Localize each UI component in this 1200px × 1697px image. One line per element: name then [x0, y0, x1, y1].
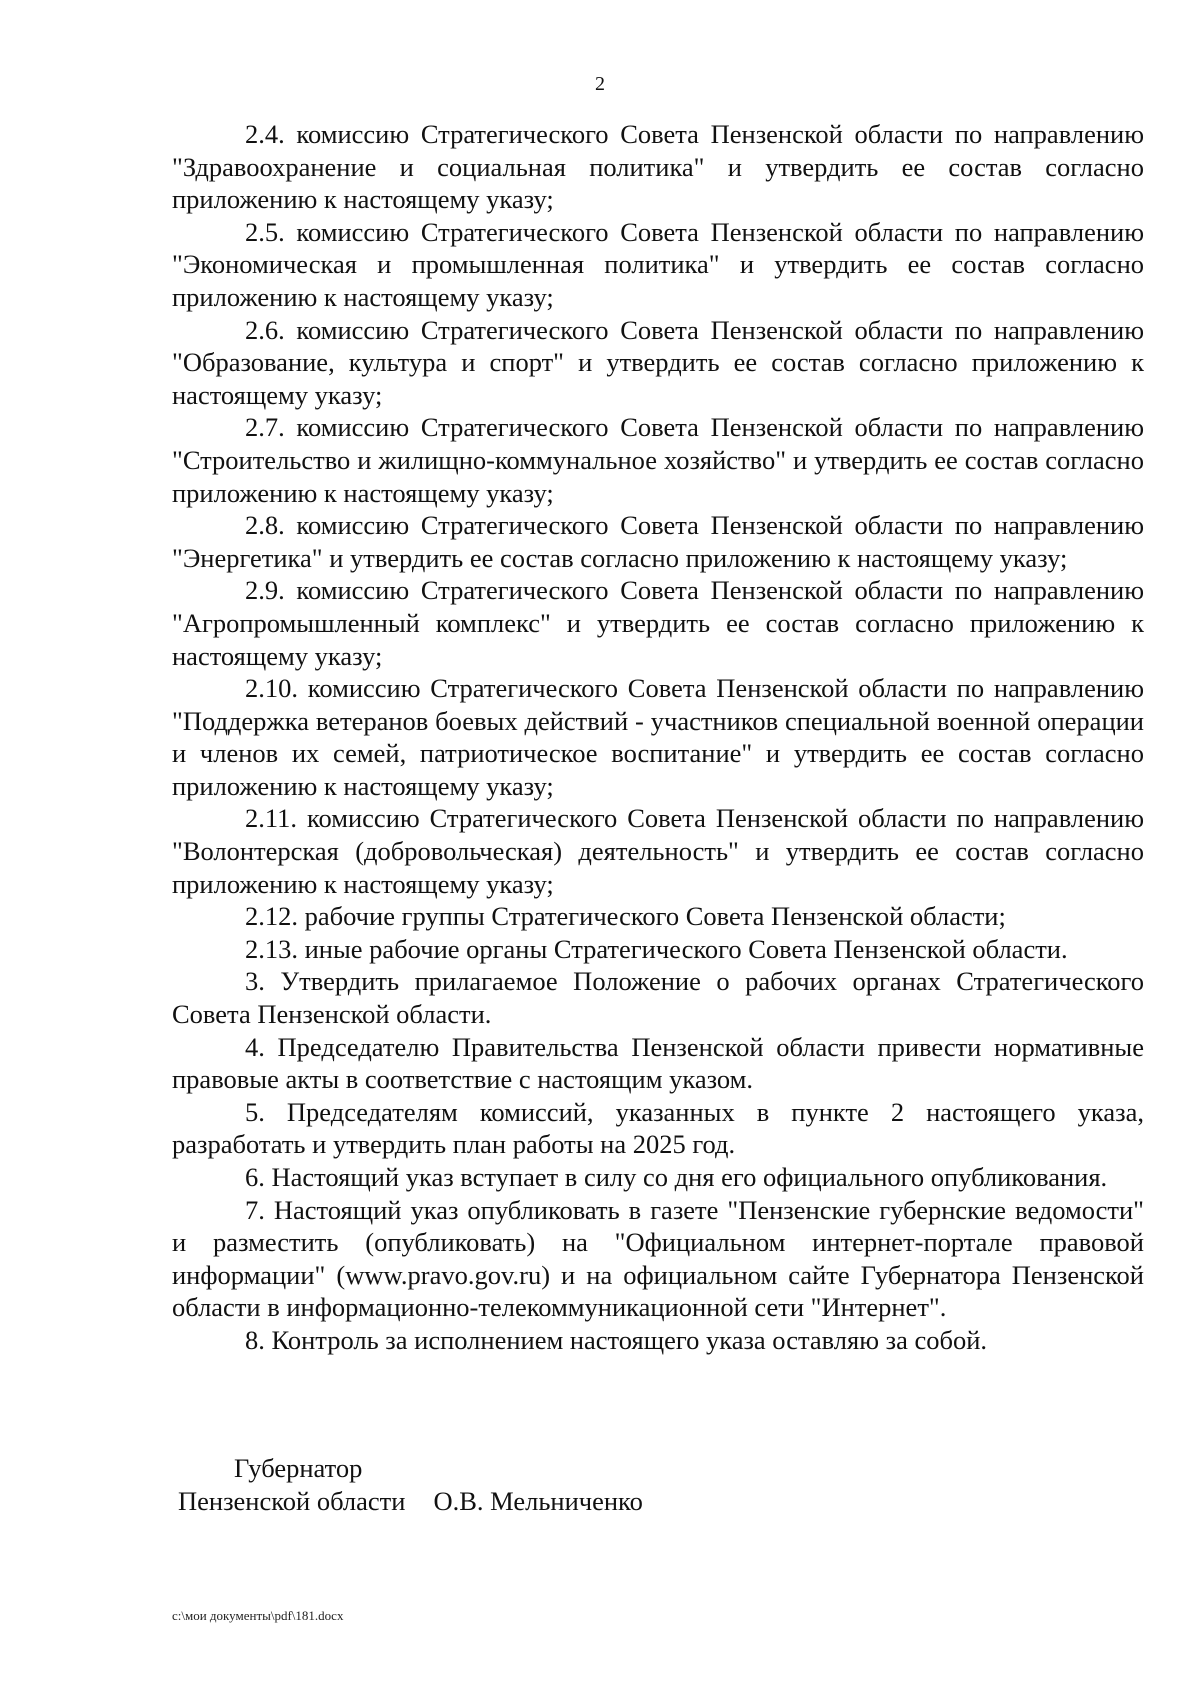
paragraph-6: 6. Настоящий указ вступает в силу со дня его официального опубликования.: [245, 1162, 1108, 1192]
paragraph-2-8: 2.8. комиссию Стратегического Совета Пензенской области по направлению "Энергетика" и утвердить ее состав согласно приложению к настоящему указу;: [172, 510, 1144, 573]
signature-title: Губернатор: [234, 1453, 363, 1483]
paragraph-2-9: 2.9. комиссию Стратегического Совета Пензенской области по направлению "Агропромышленный комплекс" и утвердить ее состав согласно приложению к настоящему указу;: [172, 575, 1144, 671]
footer-file-path: c:\мои документы\pdf\181.docx: [172, 1608, 344, 1623]
paragraph-2-6: 2.6. комиссию Стратегического Совета Пензенской области по направлению "Образование, культура и спорт" и утвердить ее состав согласно приложению к настоящему указу;: [172, 314, 1144, 410]
signature-name: О.В. Мельниченко: [433, 1486, 643, 1516]
paragraph-2-4: 2.4. комиссию Стратегического Совета Пензенской области по направлению "Здравоохранение и социальная политика" и утвердить ее состав согласно приложению к настоящему указу;: [172, 119, 1144, 215]
signature-line: [172, 1485, 872, 1518]
signature-block: [172, 1452, 872, 1518]
paragraph-2-12: 2.12. рабочие группы Стратегического Совета Пензенской области;: [245, 901, 1006, 932]
paragraph-2-13: 2.13. иные рабочие органы Стратегического Совета Пензенской области.: [245, 933, 1068, 964]
document-body: [172, 118, 1144, 1357]
signature-region: Пензенской области: [178, 1486, 406, 1516]
paragraph-8: 8. Контроль за исполнением настоящего указа оставляю за собой.: [245, 1324, 988, 1355]
paragraph-4: 4. Председателю Правительства Пензенской области привести нормативные правовые акты в соответствие с настоящим указом.: [172, 1031, 1144, 1095]
paragraph-2-5: 2.5. комиссию Стратегического Совета Пензенской области по направлению "Экономическая и промышленная политика" и утвердить ее состав согласно приложению к настоящему указу;: [172, 216, 1144, 312]
paragraph-7: 7. Настоящий указ опубликовать в газете "Пензенские губернские ведомости" и разместить (опубликовать) на "Официальном интернет-портале правовой информации" (www.pravo.gov.ru) и на официальном сайте Губернатора Пензенской области в информационно-телекоммуникационной сети "Интернет".: [172, 1194, 1144, 1323]
paragraph-2-7: 2.7. комиссию Стратегического Совета Пензенской области по направлению "Строительство и жилищно-коммунальное хозяйство" и утвердить ее состав согласно приложению к настоящему указу;: [172, 412, 1144, 508]
paragraph-5: 5. Председателям комиссий, указанных в пункте 2 настоящего указа, разработать и утвердить план работы на 2025 год.: [172, 1096, 1144, 1160]
paragraph-2-11: 2.11. комиссию Стратегического Совета Пензенской области по направлению "Волонтерская (добровольческая) деятельность" и утвердить ее состав согласно приложению к настоящему указу;: [172, 803, 1144, 899]
page-number: 2: [595, 73, 605, 95]
paragraph-2-10: 2.10. комиссию Стратегического Совета Пензенской области по направлению "Поддержка ветеранов боевых действий - участников специальной военной операции и членов их семей, патриотическое воспитание" и утвердить ее состав согласно приложению к настоящему указу;: [172, 673, 1144, 801]
paragraph-3: 3. Утвердить прилагаемое Положение о рабочих органах Стратегического Совета Пензенской области.: [172, 966, 1144, 1030]
